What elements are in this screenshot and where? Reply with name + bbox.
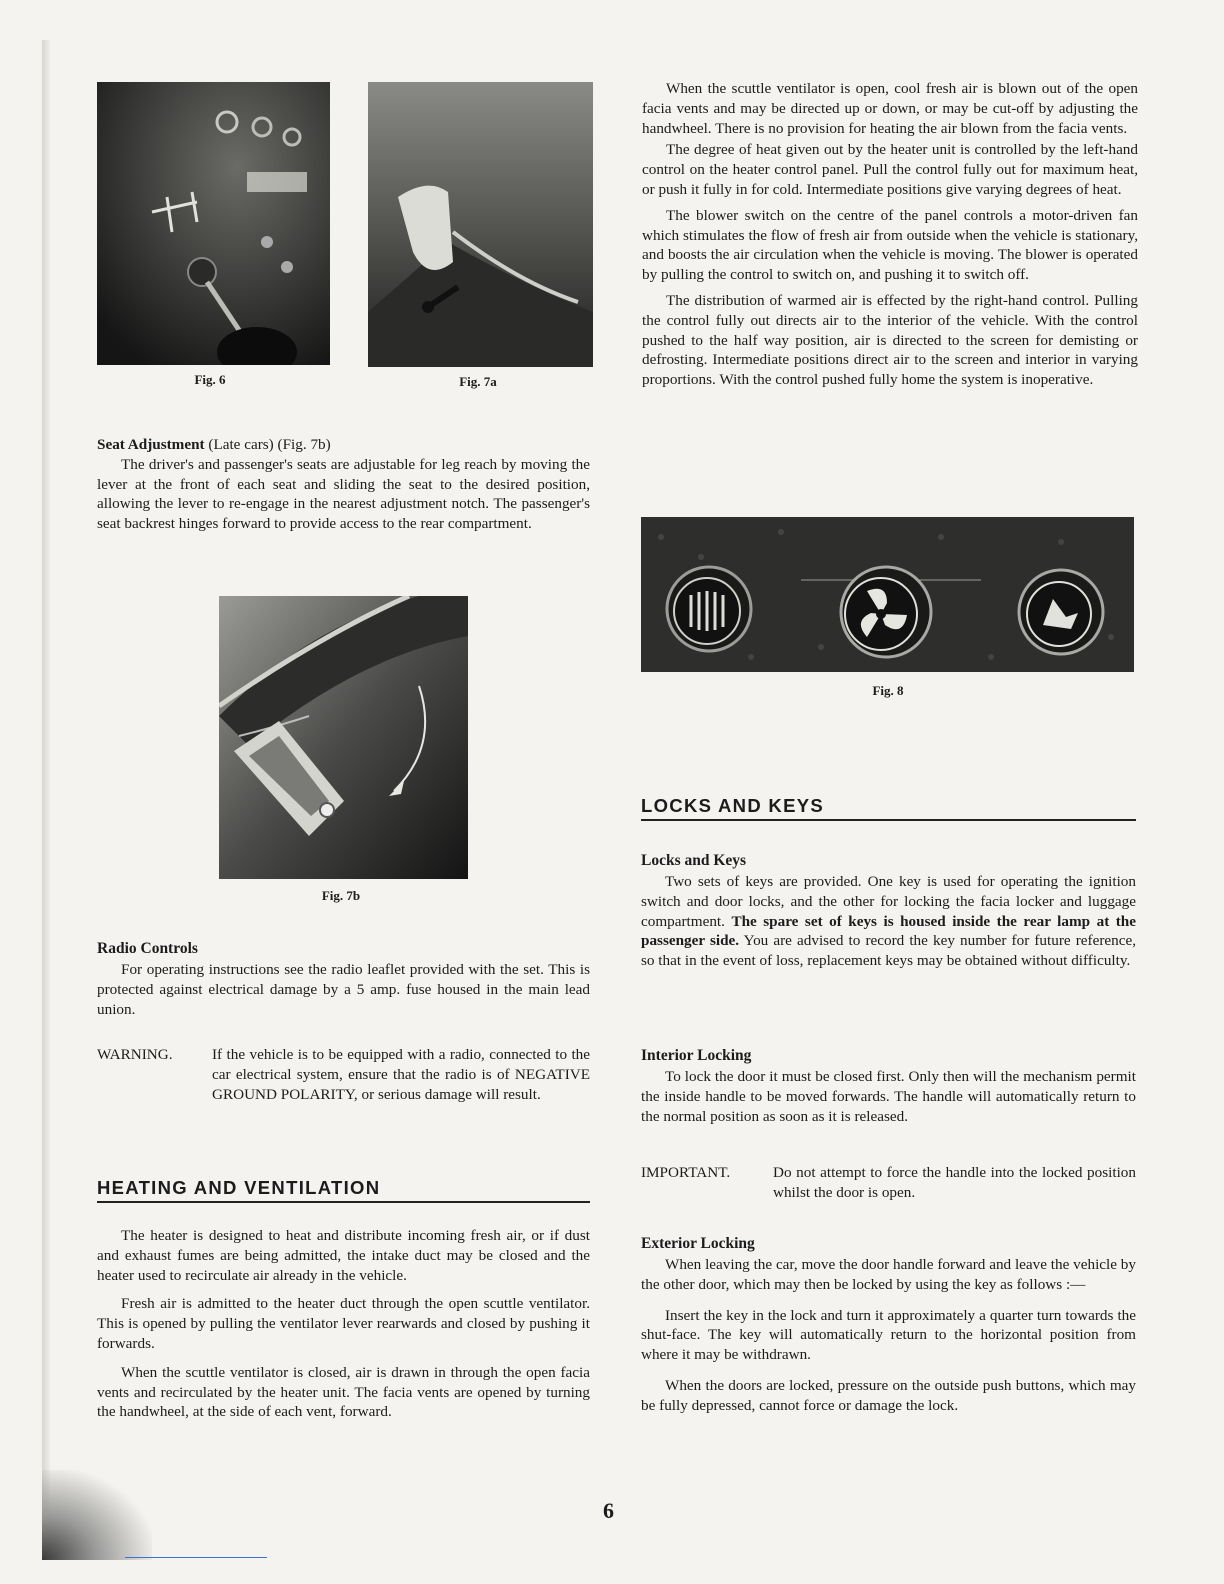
scan-margin-shadow: [42, 40, 50, 1560]
right-p4: The distribution of warmed air is effected by the right-hand control. Pulling the control fully out directs air to the interior of the vehicle. With the control pushed to the half way position, air is directed to the screen for demisting or defrosting. Intermediate positions direct air to the screen and interior in varying proportions. With the control pushed fully home the system is inoperative.: [642, 291, 1138, 389]
locks-section-title: LOCKS AND KEYS: [641, 795, 825, 816]
interior-locking-subsection: [641, 1047, 1136, 1126]
seat-adjustment-heading: Seat Adjustment (Late cars) (Fig. 7b): [97, 436, 331, 453]
interior-locking-heading: Interior Locking: [641, 1047, 752, 1064]
heating-p3: When the scuttle ventilator is closed, air is drawn in through the open facia vents and recirculated by the heater unit. The facia vents are opened by turning the handwheel, at the side of each vent, forward.: [97, 1363, 590, 1421]
locks-keys-heading: Locks and Keys: [641, 852, 747, 869]
heating-p2: Fresh air is admitted to the heater duct through the open scuttle ventilator. This is opened by pulling the ventilator lever rearwards and closed by pushing it forwards.: [97, 1295, 590, 1352]
heating-title-rule: [97, 1201, 590, 1203]
heating-body: [97, 1226, 590, 1422]
page-number: 6: [603, 1498, 614, 1523]
fig7a-photo: [368, 82, 593, 367]
fig8-photo: [641, 517, 1134, 672]
radio-warning: [97, 1045, 590, 1104]
heating-p1: The heater is designed to heat and distribute incoming fresh air, or if dust and exhaust fumes are being admitted, the intake duct may be closed and the heater used to recirculate air already in the vehicle.: [97, 1227, 590, 1284]
interior-locking-body: To lock the door it must be closed first. Only then will the mechanism permit the inside handle to be moved forwards. The handle will automatically return to the normal position as soon as it is released.: [641, 1068, 1136, 1125]
seat-adjustment-body: The driver's and passenger's seats are adjustable for leg reach by moving the lever at the front of each seat and sliding the seat to the desired position, allowing the lever to re-engage in the nearest adjustment notch. The passenger's seat backrest hinges forward to provide access to the rear compartment.: [97, 455, 590, 533]
locks-and-keys-subsection: [641, 852, 1136, 971]
exterior-locking-body: When leaving the car, move the door handle forward and leave the vehicle by the other door, which may then be locked by using the key as follows :—: [641, 1256, 1136, 1293]
fig6-photo: [97, 82, 330, 365]
locks-title-rule: [641, 819, 1136, 821]
bottom-line: [125, 1557, 267, 1558]
fig6-caption: Fig. 6: [194, 372, 226, 387]
seat-adjustment-section: [97, 435, 590, 534]
right-p1: When the scuttle ventilator is open, cool fresh air is blown out of the open facia vents and may be directed up or down, or may be cut-off by adjusting the handwheel. There is no provision for heating the air blown from the facia vents.: [642, 80, 1138, 137]
right-p2: The degree of heat given out by the heater unit is controlled by the left-hand control on the heater control panel. Pull the control fully out for maximum heat, or push it fully in for cold. Intermediate positions give varying degrees of heat.: [642, 141, 1138, 198]
exterior-locking-key-instructions: Insert the key in the lock and turn it approximately a quarter turn towards the shut-face. The key will automatically return to the horizontal position from where it may be withdrawn.: [641, 1306, 1136, 1364]
exterior-locking-heading: Exterior Locking: [641, 1235, 755, 1252]
fig8-caption: Fig. 8: [872, 683, 904, 698]
fig7b-caption: Fig. 7b: [321, 888, 361, 903]
radio-controls-heading: Radio Controls: [97, 940, 198, 957]
important-note: [641, 1163, 1136, 1203]
important-label: IMPORTANT.: [641, 1164, 731, 1181]
fig7a-caption: Fig. 7a: [459, 374, 497, 389]
heating-section-title: HEATING AND VENTILATION: [97, 1177, 381, 1198]
right-p3: The blower switch on the centre of the panel controls a motor-driven fan which stimulates the flow of fresh air from outside when the vehicle is stationary, and boosts the air circulation when the vehicle is moving. The blower is operated by pulling the control to switch on, and pushing it to switch off.: [642, 206, 1138, 284]
right-column-heating-text: [642, 79, 1138, 390]
exterior-locking-subsection: [641, 1235, 1136, 1416]
exterior-locking-push-buttons: When the doors are locked, pressure on the outside push buttons, which may be fully depressed, cannot force or damage the lock.: [641, 1376, 1136, 1414]
fig7b-photo: [219, 596, 468, 879]
warning-text: If the vehicle is to be equipped with a radio, connected to the car electrical system, ensure that the radio is of NEGATIVE GROUND POLARITY, or serious damage will result.: [212, 1046, 590, 1103]
radio-controls-section: [97, 940, 590, 1019]
locks-keys-body: Two sets of keys are provided. One key is used for operating the ignition switch and door locks, and the other for locking the facia locker and luggage compartment. The spare set of keys is housed inside the rear lamp at the passenger side. You are advised to record the key number for future reference, so that in the event of loss, replacement keys may be obtained without difficulty.: [641, 873, 1136, 970]
radio-controls-body: For operating instructions see the radio leaflet provided with the set. This is protected against electrical damage by a 5 amp. fuse housed in the main lead union.: [97, 961, 590, 1018]
warning-label: WARNING.: [97, 1046, 173, 1063]
scan-corner-shadow: [42, 1470, 152, 1560]
important-text: Do not attempt to force the handle into the locked position whilst the door is open.: [773, 1164, 1136, 1201]
